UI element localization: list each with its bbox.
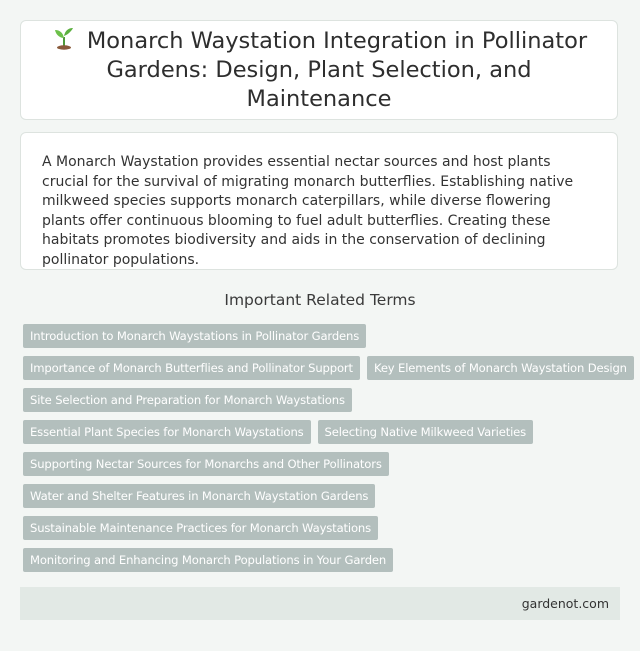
related-term-tag[interactable]: Selecting Native Milkweed Varieties xyxy=(318,420,534,444)
sprout-icon xyxy=(51,26,77,50)
tag-row xyxy=(23,388,352,412)
tag-row xyxy=(23,324,366,348)
page-title-text: Monarch Waystation Integration in Pollinator Gardens: Design, Plant Selection, and Maintenance xyxy=(86,28,588,112)
tag-row xyxy=(23,356,634,380)
tag-row xyxy=(23,516,378,540)
related-term-tag[interactable]: Monitoring and Enhancing Monarch Populations in Your Garden xyxy=(23,548,393,572)
title-card xyxy=(20,20,618,120)
tag-row xyxy=(23,548,393,572)
description-text: A Monarch Waystation provides essential nectar sources and host plants crucial for the survival of migrating monarch butterflies. Establishing native milkweed species supports monarch caterpillars, while diverse flowering plants offer continuous blooming to fuel adult butterflies. Creating these habitats promotes biodiversity and aids in the conservation of declining pollinator populations. xyxy=(42,154,574,268)
tag-row xyxy=(23,452,389,476)
related-term-tag[interactable]: Importance of Monarch Butterflies and Pollinator Support xyxy=(23,356,360,380)
related-term-tag[interactable]: Water and Shelter Features in Monarch Waystation Gardens xyxy=(23,484,375,508)
description-card xyxy=(20,132,618,270)
related-term-tag[interactable]: Essential Plant Species for Monarch Waystations xyxy=(23,420,311,444)
tag-row xyxy=(23,484,375,508)
page-title xyxy=(21,26,617,114)
related-term-tag[interactable]: Site Selection and Preparation for Monarch Waystations xyxy=(23,388,352,412)
footer xyxy=(20,587,620,620)
related-term-tag[interactable]: Supporting Nectar Sources for Monarchs and Other Pollinators xyxy=(23,452,389,476)
footer-site-link[interactable]: gardenot.com xyxy=(521,596,609,611)
related-term-tag[interactable]: Key Elements of Monarch Waystation Design xyxy=(367,356,634,380)
related-term-tag[interactable]: Sustainable Maintenance Practices for Monarch Waystations xyxy=(23,516,378,540)
related-term-tag[interactable]: Introduction to Monarch Waystations in Pollinator Gardens xyxy=(23,324,366,348)
related-terms-heading: Important Related Terms xyxy=(224,291,416,309)
tag-row xyxy=(23,420,533,444)
